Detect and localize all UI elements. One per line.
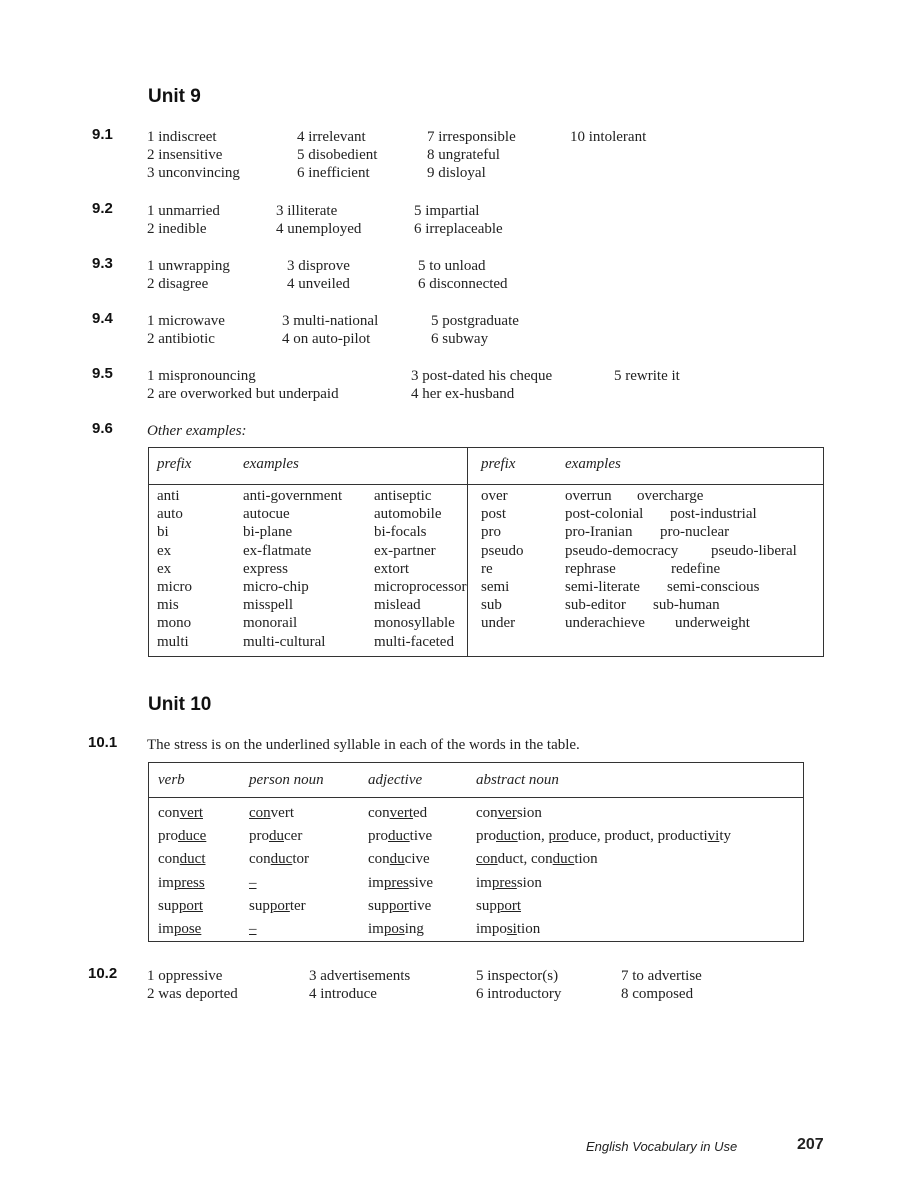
answer: 3 multi-national: [282, 313, 379, 329]
prefix-cell: pro: [481, 524, 501, 541]
adjective-cell: imposing: [368, 921, 424, 937]
example-cell: pseudo-liberal: [711, 542, 797, 559]
prefix-cell: pseudo: [481, 542, 524, 559]
prefix-cell: ex: [157, 560, 172, 577]
exercise-9-3-number: 9.3: [92, 255, 113, 272]
answer: 2 insensitive: [147, 147, 223, 163]
answer: 4 unveiled: [287, 276, 350, 292]
example-cell: pro-Iranian: [565, 524, 633, 541]
answer: 3 advertisements: [309, 968, 411, 984]
example-cell: semi-conscious: [667, 579, 760, 595]
stress-table-header-rule: [148, 797, 803, 798]
adjective-cell: conducive: [368, 851, 430, 868]
abstract-noun-cell: support: [476, 897, 522, 914]
answer: 5 impartial: [414, 203, 480, 219]
example-cell: anti-government: [243, 488, 343, 504]
adjective-cell: impressive: [368, 874, 434, 891]
column-header: verb: [158, 772, 185, 788]
prefix-cell: semi: [481, 579, 510, 595]
abstract-noun-cell: impression: [476, 874, 542, 891]
answer: 2 are overworked but underpaid: [147, 386, 339, 402]
example-cell: overcharge: [637, 488, 704, 504]
column-header: adjective: [368, 772, 423, 788]
person-noun-cell: conductor: [249, 851, 310, 868]
example-cell: express: [243, 560, 288, 577]
answer: 2 inedible: [147, 221, 207, 237]
example-cell: bi-focals: [374, 524, 427, 541]
exercise-9-2-number: 9.2: [92, 200, 113, 217]
column-header: examples: [565, 456, 621, 472]
answer: 2 antibiotic: [147, 331, 215, 347]
example-cell: ex-flatmate: [243, 542, 312, 559]
answer: 8 composed: [621, 986, 694, 1002]
answer: 5 disobedient: [297, 147, 378, 163]
verb-cell: impress: [158, 874, 205, 891]
verb-cell: convert: [158, 805, 203, 821]
answer: 7 irresponsible: [427, 129, 516, 145]
unit-10-heading: Unit 10: [148, 694, 212, 715]
answer: 10 intolerant: [570, 129, 647, 145]
prefix-cell: mis: [157, 597, 179, 614]
example-cell: automobile: [374, 506, 442, 523]
column-header: examples: [243, 456, 299, 472]
example-cell: post-colonial: [565, 506, 644, 523]
person-noun-cell: –: [249, 921, 257, 937]
example-cell: sub-editor: [565, 597, 626, 614]
person-noun-cell: convert: [249, 805, 294, 821]
example-cell: mislead: [374, 597, 421, 614]
page-number: 207: [797, 1136, 824, 1153]
prefix-cell: multi: [157, 633, 189, 650]
answer: 6 disconnected: [418, 276, 508, 292]
answer: 4 on auto-pilot: [282, 331, 371, 347]
verb-cell: impose: [158, 921, 202, 937]
example-cell: autocue: [243, 506, 290, 523]
answer: 4 her ex-husband: [411, 386, 515, 402]
person-noun-cell: supporter: [249, 897, 306, 914]
example-cell: extort: [374, 560, 409, 577]
prefix-table-header-rule: [148, 484, 823, 485]
answer: 3 unconvincing: [147, 165, 240, 181]
example-cell: microprocessor: [374, 579, 467, 595]
answer: 6 inefficient: [297, 165, 370, 181]
example-cell: micro-chip: [243, 579, 309, 595]
prefix-cell: ex: [157, 542, 172, 559]
unit-9-heading: Unit 9: [148, 86, 201, 107]
exercise-10-2-number: 10.2: [88, 965, 118, 982]
exercise-9-1-number: 9.1: [92, 126, 113, 143]
answer: 1 microwave: [147, 313, 225, 329]
answer: 5 to unload: [418, 258, 486, 274]
answer: 3 post-dated his cheque: [411, 368, 553, 384]
column-header: prefix: [157, 456, 192, 472]
exercise-9-5-number: 9.5: [92, 365, 113, 382]
verb-cell: produce: [158, 828, 207, 845]
prefix-cell: micro: [157, 579, 192, 595]
example-cell: multi-cultural: [243, 633, 326, 650]
answer: 1 oppressive: [147, 968, 223, 984]
answer: 6 irreplaceable: [414, 221, 503, 237]
exercise-9-6-intro: Other examples:: [147, 423, 247, 439]
answer: 2 was deported: [147, 986, 238, 1002]
example-cell: monosyllable: [374, 615, 455, 632]
person-noun-cell: producer: [249, 828, 303, 845]
prefix-cell: bi: [157, 524, 169, 541]
prefix-cell: under: [481, 615, 516, 632]
answer: 4 irrelevant: [297, 129, 366, 145]
column-header: abstract noun: [476, 772, 559, 788]
exercise-9-6-number: 9.6: [92, 420, 113, 437]
footer-book-title: English Vocabulary in Use: [586, 1139, 738, 1154]
example-cell: bi-plane: [243, 524, 293, 541]
answer: 7 to advertise: [621, 968, 702, 984]
answer: 5 inspector(s): [476, 968, 559, 984]
example-cell: ex-partner: [374, 542, 436, 559]
prefix-table-divider: [467, 447, 468, 656]
example-cell: pro-nuclear: [660, 524, 730, 541]
example-cell: post-industrial: [670, 506, 757, 523]
example-cell: pseudo-democracy: [565, 542, 679, 559]
answer: 9 disloyal: [427, 165, 486, 181]
answer: 5 postgraduate: [431, 313, 519, 329]
example-cell: misspell: [243, 597, 294, 614]
verb-cell: conduct: [158, 851, 206, 868]
example-cell: monorail: [243, 615, 298, 632]
adjective-cell: productive: [368, 828, 433, 845]
answer: 8 ungrateful: [427, 147, 500, 163]
abstract-noun-cell: conduct, conduction: [476, 851, 598, 868]
example-cell: antiseptic: [374, 488, 432, 504]
verb-cell: support: [158, 897, 204, 914]
example-cell: underweight: [675, 615, 750, 632]
column-header: person noun: [249, 772, 324, 788]
example-cell: rephrase: [565, 560, 616, 577]
prefix-cell: over: [481, 488, 508, 504]
person-noun-cell: –: [249, 874, 257, 891]
example-cell: multi-faceted: [374, 633, 454, 650]
answer: 2 disagree: [147, 276, 209, 292]
example-cell: overrun: [565, 488, 612, 504]
abstract-noun-cell: conversion: [476, 805, 542, 821]
answer: 1 unwrapping: [147, 258, 230, 274]
example-cell: sub-human: [653, 597, 720, 614]
abstract-noun-cell: production, produce, product, productivity: [476, 828, 732, 845]
answer: 1 indiscreet: [147, 129, 217, 145]
example-cell: underachieve: [565, 615, 645, 632]
answer: 3 illiterate: [276, 203, 338, 219]
answer: 6 subway: [431, 331, 489, 347]
example-cell: redefine: [671, 560, 721, 577]
exercise-9-4-number: 9.4: [92, 310, 113, 327]
answer: 4 unemployed: [276, 221, 362, 237]
prefix-cell: sub: [481, 597, 502, 614]
abstract-noun-cell: imposition: [476, 921, 541, 937]
adjective-cell: supportive: [368, 897, 432, 914]
prefix-cell: post: [481, 506, 507, 523]
answer: 1 unmarried: [147, 203, 220, 219]
answer: 4 introduce: [309, 986, 377, 1002]
example-cell: semi-literate: [565, 579, 640, 595]
prefix-cell: auto: [157, 506, 183, 523]
exercise-10-1-number: 10.1: [88, 734, 118, 751]
answer: 1 mispronouncing: [147, 368, 256, 384]
answer: 5 rewrite it: [614, 368, 680, 384]
exercise-10-1-intro: The stress is on the underlined syllable in each of the words in the table.: [147, 737, 580, 753]
answer: 6 introductory: [476, 986, 562, 1002]
prefix-cell: anti: [157, 488, 180, 504]
prefix-cell: re: [481, 560, 493, 577]
column-header: prefix: [481, 456, 516, 472]
answer: 3 disprove: [287, 258, 350, 274]
adjective-cell: converted: [368, 805, 428, 821]
prefix-cell: mono: [157, 615, 192, 632]
